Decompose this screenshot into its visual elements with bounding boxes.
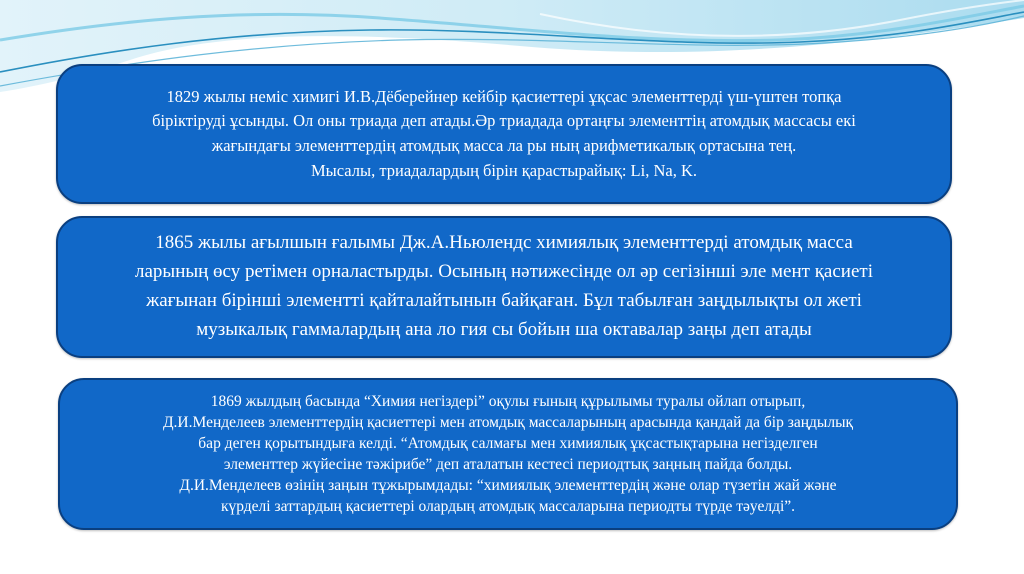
text-line: элементтер жүйесіне тәжірибе” деп аталатын кестесі периодтық заңның пайда болды. (223, 456, 793, 473)
paragraph-newlands (113, 229, 895, 345)
text-line: музыкалық гаммалардың ана ло гия сы бойын ша октавалар заңы деп атады (196, 318, 812, 340)
text-line: бар деген қорытындыға келді. “Атомдық салмағы мен химиялық ұқсастықтарына негізделген (198, 434, 818, 452)
text-line: күрделі заттардың қасиеттері олардың атомдық массаларына периодты түрде тәуелді”. (220, 498, 796, 516)
text-line: жағындағы элементтердің атомдық масса ла ры ның арифметикалық ортасына тең. (211, 136, 797, 155)
text-box-mendeleev (58, 378, 958, 530)
text-box-dobereiner (56, 64, 952, 204)
text-line: Д.И.Менделеев өзінің заңын тұжырымдады: “химиялық элементтердің және олар түзетін жай және (179, 477, 837, 495)
text-line: жағынан бірінші элементті қайталайтынын байқаған. Бұл табылған заңдылықты ол жеті (146, 290, 862, 311)
text-line: Мысалы, триадалардың бірін қарастырайық: Li, Na, K. (311, 160, 697, 180)
text-box-newlands (56, 216, 952, 358)
text-line: 1829 жылы неміс химигі И.В.Дёберейнер кейбір қасиеттері ұқсас элементтерді үш-үштен топқа (166, 86, 842, 106)
text-line: 1865 жылы ағылшын ғалымы Дж.А.Ньюлендс химиялық элементтерді атомдық масса (155, 232, 853, 254)
paragraph-mendeleev (141, 391, 875, 517)
text-line: біріктіруді ұсынды. Ол оны триада деп атады.Әр триадада ортаңғы элементтің атомдық массасы екі (152, 111, 856, 131)
text-line: Д.И.Менделеев элементтердің қасиеттері мен атомдық массаларының арасында қандай да бір заңдылық (162, 413, 854, 431)
text-line: ларының өсу ретімен орналастырды. Осының нәтижесінде ол әр сегізінші эле мент қасиеті (135, 261, 873, 283)
text-line: 1869 жылдың басында “Химия негіздері” оқулы ғының құрылымы туралы ойлап отырып, (210, 392, 806, 410)
paragraph-dobereiner (130, 85, 878, 184)
